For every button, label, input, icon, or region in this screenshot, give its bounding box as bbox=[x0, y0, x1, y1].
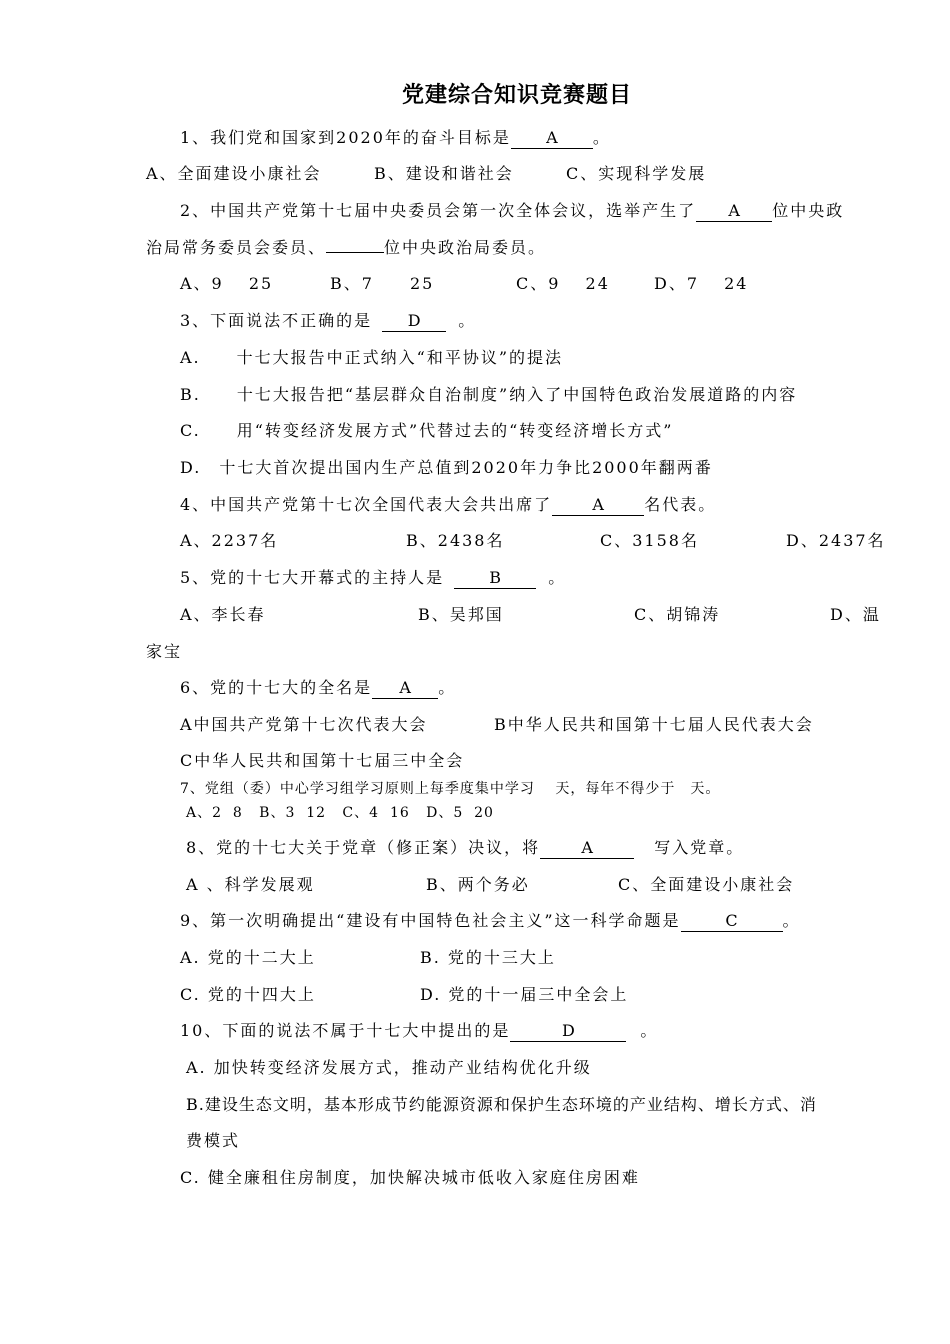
option-c: C、胡锦涛 bbox=[634, 605, 721, 624]
answer-blank: D bbox=[382, 311, 446, 332]
option-d: D、温 bbox=[830, 605, 881, 624]
question-9: 9、第一次明确提出“建设有中国特色社会主义”这一科学命题是 C 。 bbox=[180, 911, 801, 930]
option-b: B、7 25 bbox=[330, 274, 435, 293]
option-a: A 、科学发展观 bbox=[186, 875, 315, 894]
question-10-option-b: B.建设生态文明，基本形成节约能源资源和保护生态环境的产业结构、增长方式、消 bbox=[186, 1095, 817, 1114]
option-d: D、2437名 bbox=[786, 531, 886, 550]
option-b: B、建设和谐社会 bbox=[374, 164, 514, 183]
question-8: 8、党的十七大关于党章（修正案）决议，将 A 写入党章。 bbox=[186, 838, 745, 857]
option-a: A、全面建设小康社会 bbox=[146, 164, 322, 183]
question-10-option-a: A. 加快转变经济发展方式，推动产业结构优化升级 bbox=[186, 1058, 592, 1077]
option-c: C、3158名 bbox=[600, 531, 699, 550]
question-3: 3、下面说法不正确的是 D 。 bbox=[180, 311, 477, 330]
question-3-option-d: D. 十七大首次提出国内生产总值到2020年力争比2000年翻两番 bbox=[180, 458, 713, 477]
question-10-option-c: C. 健全廉租住房制度，加快解决城市低收入家庭住房困难 bbox=[180, 1168, 640, 1187]
option-d: D. 党的十一届三中全会上 bbox=[420, 985, 629, 1004]
question-6: 6、党的十七大的全名是 A 。 bbox=[180, 678, 457, 697]
question-5-option-d-wrap: 家宝 bbox=[146, 642, 183, 661]
question-3-option-a: A. 十七大报告中正式纳入“和平协议”的提法 bbox=[180, 348, 564, 367]
question-5: 5、党的十七大开幕式的主持人是 B 。 bbox=[180, 568, 567, 587]
option-a: A、9 25 bbox=[180, 274, 274, 293]
question-2-line2: 治局常务委员会委员、 位中央政治局委员。 bbox=[146, 238, 547, 257]
option-a: A中国共产党第十七次代表大会 bbox=[180, 715, 428, 734]
question-2: 2、中国共产党第十七届中央委员会第一次全体会议，选举产生了 A 位中央政 bbox=[180, 201, 845, 220]
option-c: C、实现科学发展 bbox=[566, 164, 707, 183]
option-a: A. 党的十二大上 bbox=[180, 948, 316, 967]
option-a: A、2237名 bbox=[180, 531, 279, 550]
question-10: 10、下面的说法不属于十七大中提出的是 D 。 bbox=[180, 1021, 659, 1040]
question-10-option-b-wrap: 费模式 bbox=[186, 1131, 241, 1150]
question-3-option-c: C. 用“转变经济发展方式”代替过去的“转变经济增长方式” bbox=[180, 421, 674, 440]
option-b: B、2438名 bbox=[406, 531, 505, 550]
question-7-options: A、2 8 B、3 12 C、4 16 D、5 20 bbox=[186, 805, 494, 821]
question-6-option-c: C中华人民共和国第十七届三中全会 bbox=[180, 751, 465, 770]
answer-blank-empty bbox=[326, 252, 384, 253]
answer-blank: C bbox=[681, 911, 783, 932]
option-c: C. 党的十四大上 bbox=[180, 985, 316, 1004]
question-1: 1、我们党和国家到2020年的奋斗目标是 A 。 bbox=[180, 128, 611, 147]
option-c: C、9 24 bbox=[516, 274, 610, 293]
answer-blank: A bbox=[372, 678, 438, 699]
answer-blank: B bbox=[454, 568, 536, 589]
option-b: B中华人民共和国第十七届人民代表大会 bbox=[494, 715, 814, 734]
option-b: B、吴邦国 bbox=[418, 605, 504, 624]
option-c: C、全面建设小康社会 bbox=[618, 875, 795, 894]
option-d: D、7 24 bbox=[654, 274, 749, 293]
option-b: B、两个务必 bbox=[426, 875, 530, 894]
answer-blank: A bbox=[696, 201, 772, 222]
question-7: 7、党组（委）中心学习组学习原则上每季度集中学习 天，每年不得少于 天。 bbox=[180, 781, 721, 797]
answer-blank: D bbox=[510, 1021, 626, 1042]
option-b: B. 党的十三大上 bbox=[420, 948, 556, 967]
question-3-option-b: B. 十七大报告把“基层群众自治制度”纳入了中国特色政治发展道路的内容 bbox=[180, 385, 798, 404]
answer-blank: A bbox=[511, 128, 593, 149]
answer-blank: A bbox=[540, 838, 634, 859]
document-title: 党建综合知识竞赛题目 bbox=[401, 83, 632, 108]
option-a: A、李长春 bbox=[180, 605, 266, 624]
question-4: 4、中国共产党第十七次全国代表大会共出席了 A 名代表。 bbox=[180, 495, 717, 514]
answer-blank: A bbox=[552, 495, 644, 516]
